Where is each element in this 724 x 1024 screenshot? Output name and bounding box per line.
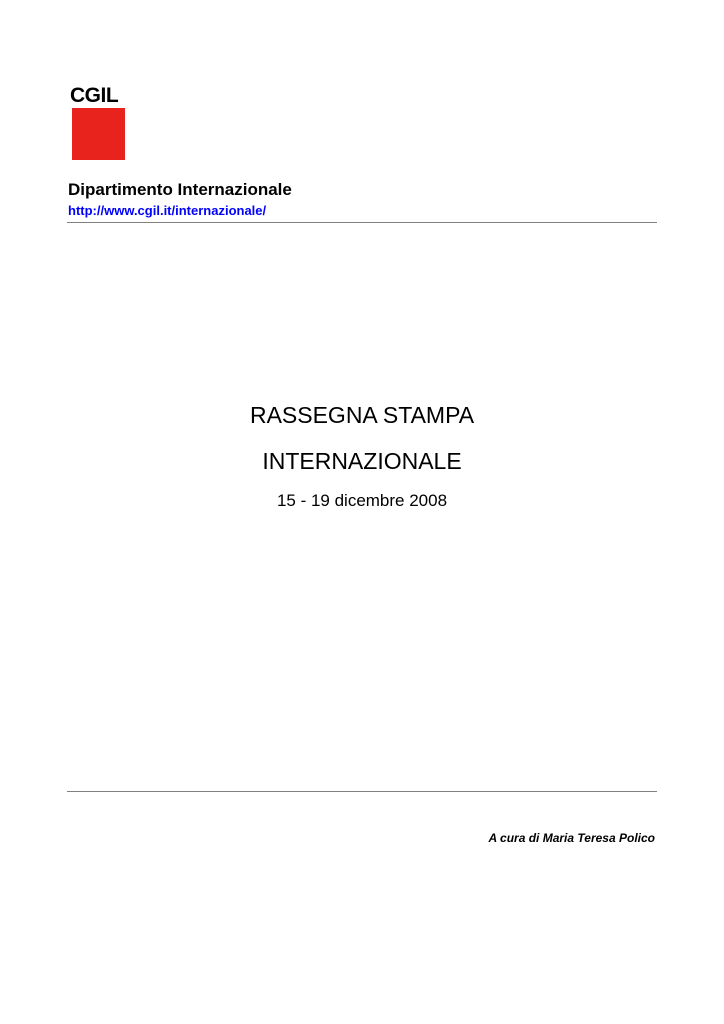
- department-url-link[interactable]: http://www.cgil.it/internazionale/: [68, 203, 267, 218]
- cover-title-line-1: RASSEGNA STAMPA: [249, 402, 475, 428]
- curator-credit: A cura di Maria Teresa Polico: [488, 831, 655, 845]
- footer-divider: [67, 791, 657, 792]
- cgil-logo: [70, 86, 126, 106]
- cover-title-line-2: INTERNAZIONALE: [262, 448, 462, 474]
- logo-text: CGIL: [70, 84, 119, 107]
- logo-red-square: [72, 108, 125, 160]
- header-divider: [67, 222, 657, 223]
- cover-date-range: 15 - 19 dicembre 2008: [276, 491, 448, 510]
- department-title: Dipartimento Internazionale: [68, 180, 292, 199]
